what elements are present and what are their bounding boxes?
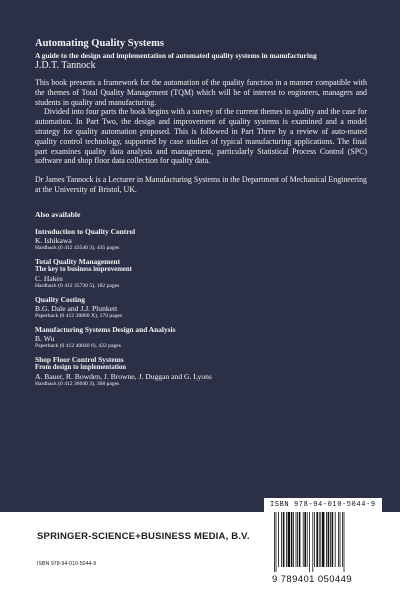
barcode-bar (288, 512, 290, 567)
barcode-bar (286, 512, 287, 567)
book-entry-title: Shop Floor Control Systems (35, 354, 124, 364)
book-entry-title: Manufacturing Systems Design and Analysis (35, 324, 176, 334)
book-entry-format: Paperback (0 412 38860 X), 170 pages (35, 312, 123, 319)
cover-text (35, 38, 367, 393)
barcode-box (264, 498, 382, 592)
book-entry-format: Hardback (0 412 35730 5), 182 pages (35, 282, 120, 289)
book-author: J.D.T. Tannock (35, 60, 96, 71)
barcode-bar (312, 512, 313, 572)
book-subtitle: A guide to the design and implementation of automated quality systems in manufacturing (35, 51, 317, 60)
barcode-bar (296, 512, 297, 567)
barcode-bar (335, 512, 336, 567)
book-entry-author: B.G. Dale and J.J. Plunkett (35, 303, 118, 313)
book-entry-format: Hardback (0 412 43540 3), 435 pages (35, 244, 120, 251)
book-entry-subtitle: The key to business improvement (35, 265, 132, 273)
book-entry-author: C. Hakes (35, 273, 63, 283)
barcode-bar (304, 512, 306, 567)
barcode-bar (309, 512, 310, 572)
barcode-bar (320, 512, 321, 567)
book-entry-format: Hardback (0 412 36040 3), 368 pages (35, 380, 120, 387)
barcode-digits: 9 789401 050449 (272, 574, 352, 585)
barcode-bar (330, 512, 331, 567)
book-title: Automating Quality Systems (35, 38, 164, 49)
book-entry-format: Paperback (0 412 40840 6), 432 pages (35, 342, 121, 349)
publisher-panel (0, 501, 400, 600)
book-entry-title: Introduction to Quality Control (35, 226, 136, 236)
barcode-bar (326, 512, 327, 567)
barcode-bar (340, 512, 341, 567)
book-entry-title: Quality Costing (35, 294, 85, 304)
isbn-small: ISBN 978-94-010-5044-9 (37, 561, 97, 567)
barcode-bar (342, 512, 343, 567)
also-available-book (35, 227, 367, 252)
barcode-bar (278, 512, 279, 567)
barcode-bar (283, 512, 285, 567)
barcode-bar (332, 512, 334, 567)
barcode-bar (319, 512, 320, 567)
book-entry-subtitle: From design to implementation (35, 363, 127, 371)
book-entry-title: Total Quality Management (35, 256, 121, 266)
barcode-bar (307, 512, 308, 567)
publisher-name: SPRINGER-SCIENCE+BUSINESS MEDIA, B.V. (37, 531, 250, 542)
barcode-bar (291, 512, 293, 567)
book-entry-author: K. Ishikawa (35, 235, 72, 245)
barcode-bar (314, 512, 315, 567)
barcode-bar (274, 512, 275, 572)
barcode-bar (299, 512, 301, 567)
barcode-bar (297, 512, 298, 567)
barcode-bar (322, 512, 324, 567)
barcode-bar (281, 512, 282, 567)
barcode-isbn-label: ISBN 978-94-010-5044-9 (270, 501, 376, 509)
barcode-bar (344, 512, 345, 572)
barcode-bar (293, 512, 294, 567)
also-available-book (35, 295, 367, 320)
also-available-book (35, 355, 367, 388)
book-entry-author: B. Wu (35, 333, 55, 343)
barcode-bar (316, 512, 318, 567)
description-paragraph-1: This book presents a framework for the automation of the quality function in a manner compatible with the themes of Total Quality Management (TQM) which will be of interest to engineers, managers and students in quality and manufacturing. (35, 78, 367, 107)
also-available-book (35, 325, 367, 350)
barcode-bar (303, 512, 304, 567)
author-bio: Dr James Tannock is a Lecturer in Manufacturing Systems in the Department of Mechanical Engineering at the University of Bristol, UK. (35, 175, 367, 194)
also-available-book (35, 257, 367, 290)
description-paragraph-2: Divided into four parts the book begins with a survey of the current themes in quality and the case for automation. In Part Two, the design and improvement of quality systems is examined and a model strategy for quality automation proposed. This is followed in Part Three by a review of auto-mated quality control technology, supported by case studies of typical manufacturing applications. The final part examines quality data analysis and management, particularly Statistical Process Control (SPC) software and shop floor data collection for quality data. (35, 107, 367, 166)
barcode-bar (276, 512, 277, 572)
barcode-bar (328, 512, 330, 567)
barcode-icon (274, 512, 374, 572)
also-available-heading: Also available (35, 209, 81, 219)
book-entry-author: A. Bauer, R. Bowden, J. Browne, J. Duggan and G. Lyons (35, 371, 212, 381)
barcode-bar (338, 512, 339, 567)
